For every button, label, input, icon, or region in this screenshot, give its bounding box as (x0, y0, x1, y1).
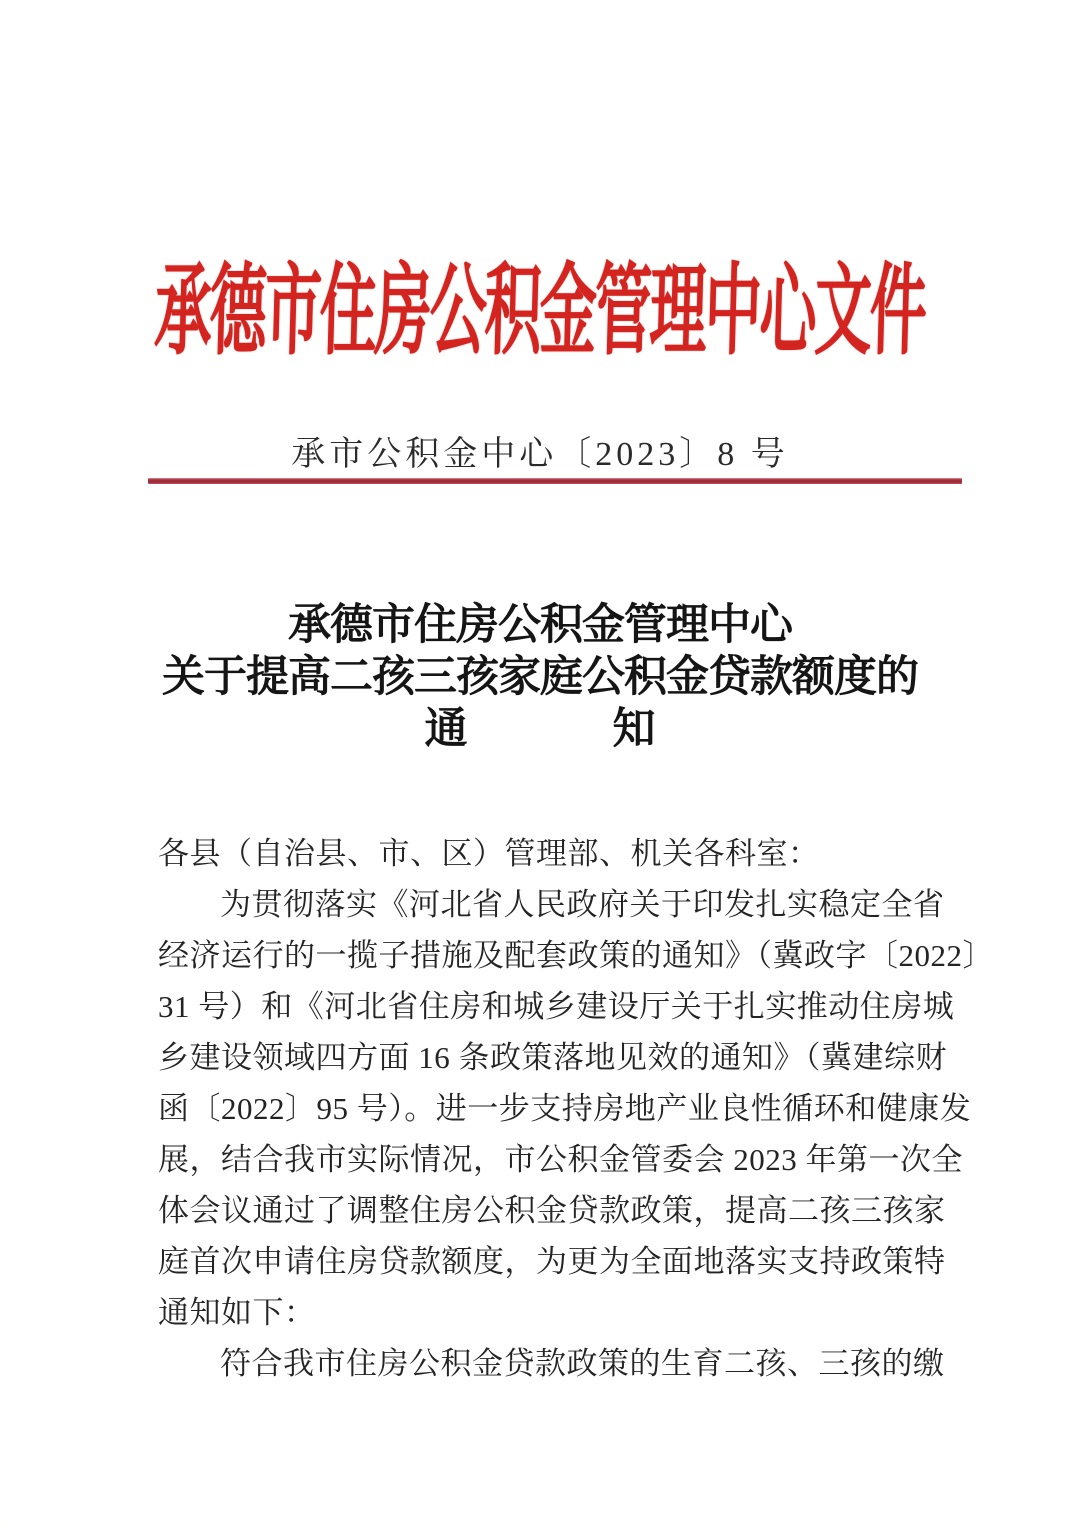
notice-title (0, 600, 1080, 756)
document-number: 承市公积金中心〔2023〕8 号 (291, 436, 789, 473)
notice-title-line1: 承德市住房公积金管理中心 (288, 602, 792, 649)
notice-char-tong: 通 (424, 706, 468, 753)
body-line: 体会议通过了调整住房公积金贷款政策，提高二孩三孩家 (158, 1193, 946, 1228)
notice-title-line2: 关于提高二孩三孩家庭公积金贷款额度的 (162, 654, 918, 701)
red-divider-line (148, 478, 962, 484)
letterhead-title: 承德市住房公积金管理中心文件 (153, 257, 927, 368)
body-line: 经济运行的一揽子措施及配套政策的通知》（冀政字〔2022〕 (158, 938, 994, 973)
body-line: 展，结合我市实际情况，市公积金管委会 2023 年第一次全 (158, 1142, 963, 1177)
body-line: 通知如下： (158, 1295, 316, 1330)
body-line: 为贯彻落实《河北省人民政府关于印发扎实稳定全省 (220, 887, 945, 922)
notice-char-zhi: 知 (612, 706, 656, 753)
body-line: 乡建设领域四方面 16 条政策落地见效的通知》（冀建综财 (158, 1040, 947, 1075)
notice-title-line3 (0, 704, 1080, 756)
body-line: 符合我市住房公积金贷款政策的生育二孩、三孩的缴 (220, 1346, 945, 1381)
body-line: 庭首次申请住房贷款额度，为更为全面地落实支持政策特 (158, 1244, 946, 1279)
body-line: 31 号）和《河北省住房和城乡建设厅关于扎实推动住房城 (158, 989, 955, 1024)
notice-body (158, 828, 994, 1389)
body-line: 各县（自治县、市、区）管理部、机关各科室： (158, 836, 820, 871)
body-line: 函〔2022〕95 号）。进一步支持房地产业良性循环和健康发 (158, 1091, 972, 1126)
